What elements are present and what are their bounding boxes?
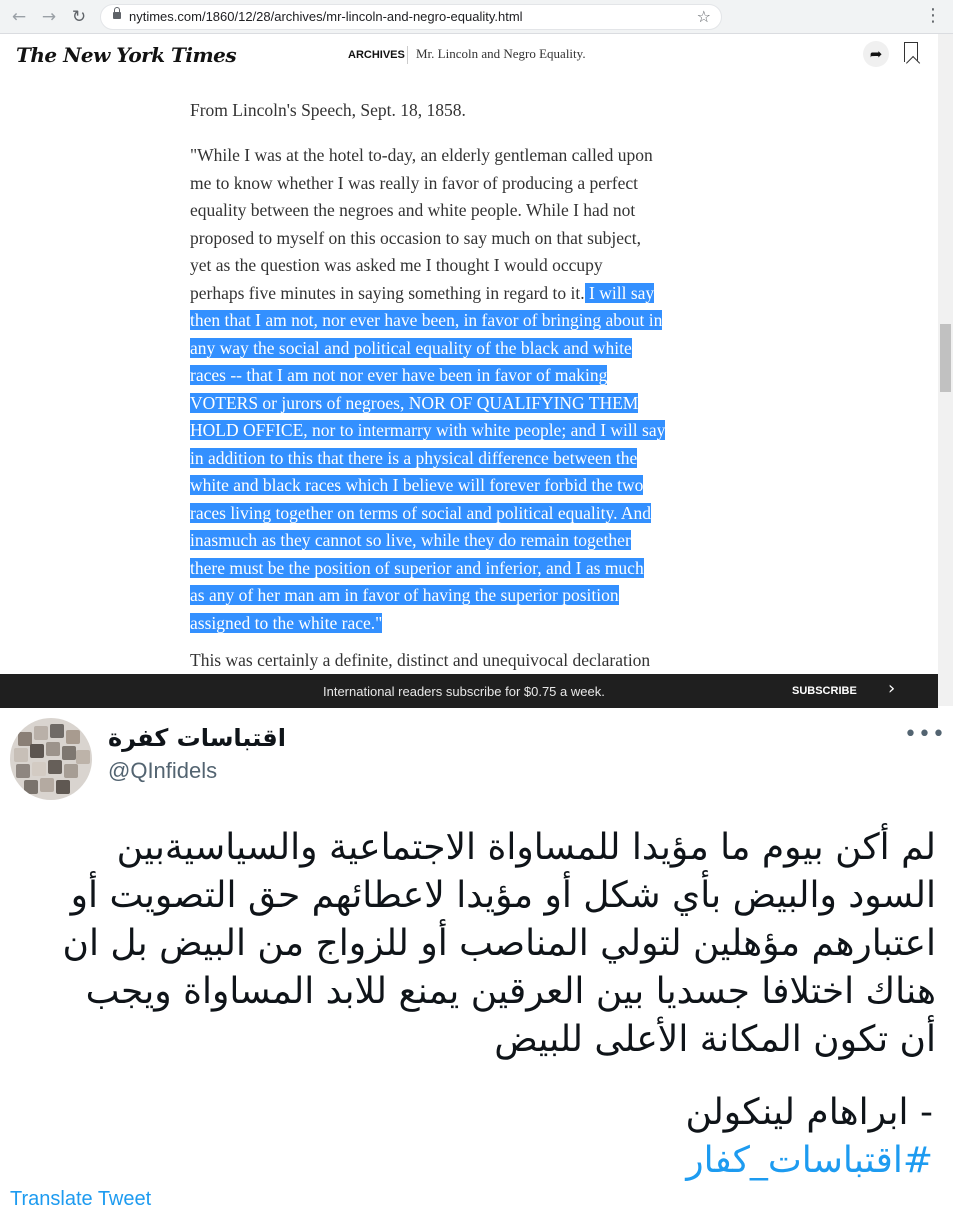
- translate-tweet-link[interactable]: Translate Tweet: [10, 1188, 152, 1210]
- quote-text: me to know whether I was really in favor of producing a perfect: [190, 172, 639, 193]
- selected-text[interactable]: assigned to the white race.": [190, 612, 383, 633]
- selected-text[interactable]: in addition to this that there is a physical difference between the: [190, 447, 638, 468]
- quote-line: [190, 225, 750, 253]
- quote-line: [190, 390, 750, 418]
- subscribe-text: International readers subscribe for $0.75 a week.: [323, 684, 605, 699]
- back-arrow-icon[interactable]: ←: [11, 7, 27, 27]
- tweet-text-line: أن تكون المكانة الأعلى للبيض: [494, 1019, 936, 1060]
- selected-text[interactable]: then that I am not, nor ever have been, in favor of bringing about in: [190, 310, 663, 330]
- selected-text[interactable]: as any of her man am in favor of having the superior position: [190, 585, 619, 605]
- scrollbar-thumb[interactable]: [940, 324, 951, 392]
- quote-line: [190, 362, 750, 390]
- quote-line: [190, 307, 750, 335]
- selected-text[interactable]: VOTERS or jurors of negroes, NOR OF QUALIFYING THEM: [190, 392, 639, 413]
- article-next-line: This was certainly a definite, distinct and unequivocal declaration: [190, 650, 651, 670]
- browser-toolbar: [0, 0, 953, 34]
- selected-text[interactable]: HOLD OFFICE, nor to intermarry with white people; and I will say: [190, 420, 666, 440]
- tweet-text-line: هناك اختلافا جسديا بين العرقين يمنع للابد المساواة ويجب: [85, 971, 936, 1012]
- nyt-logo[interactable]: The New York Times: [16, 43, 237, 67]
- quote-line: [190, 280, 750, 308]
- quote-text: proposed to myself on this occasion to say much on that subject,: [190, 227, 642, 248]
- selected-text[interactable]: white and black races which I believe will forever forbid the two: [190, 475, 644, 495]
- kebab-menu-icon[interactable]: ⋮: [924, 5, 942, 26]
- article-title: Mr. Lincoln and Negro Equality.: [416, 46, 586, 61]
- selected-text[interactable]: any way the social and political equality of the black and white: [190, 337, 632, 358]
- tweet-text: [20, 824, 936, 1064]
- tweet-text-line: لم أكن بيوم ما مؤيدا للمساواة الاجتماعية والسياسيةبين: [116, 827, 936, 868]
- quote-text: yet as the question was asked me I thought I would occupy: [190, 255, 603, 275]
- quote-text: equality between the negroes and white people. While I had not: [190, 200, 636, 220]
- quote-line: [190, 170, 750, 198]
- selected-text[interactable]: there must be the position of superior and inferior, and I as much: [190, 557, 644, 578]
- url-text[interactable]: nytimes.com/1860/12/28/archives/mr-lincoln-and-negro-equality.html: [129, 9, 523, 24]
- display-name[interactable]: اقتباسات كفرة: [108, 724, 286, 752]
- share-icon[interactable]: ➦: [863, 41, 889, 67]
- address-bar[interactable]: [100, 4, 722, 30]
- quote-paragraph: [190, 142, 750, 637]
- selected-text[interactable]: I will say: [584, 282, 655, 303]
- tweet-signature: - ابراهام لينكولن: [685, 1092, 933, 1133]
- quote-line: [190, 417, 750, 445]
- user-handle[interactable]: @QInfidels: [108, 758, 218, 783]
- quote-line: [190, 335, 750, 363]
- quote-line: [190, 472, 750, 500]
- reload-icon[interactable]: ↻: [71, 7, 87, 27]
- subscribe-button[interactable]: SUBSCRIBE: [792, 685, 857, 697]
- avatar[interactable]: [10, 718, 92, 800]
- bookmark-icon[interactable]: [904, 42, 918, 62]
- selected-text[interactable]: races -- that I am not nor ever have been in favor of making: [190, 365, 608, 385]
- quote-line: [190, 582, 750, 610]
- quote-line: [190, 445, 750, 473]
- article-body: [190, 78, 750, 674]
- quote-line: [190, 500, 750, 528]
- subscribe-bar: [0, 674, 938, 708]
- quote-line: [190, 555, 750, 583]
- quote-line: [190, 197, 750, 225]
- star-icon[interactable]: ☆: [696, 7, 711, 26]
- quote-line: [190, 142, 750, 170]
- selected-text[interactable]: races living together on terms of social and political equality. And: [190, 502, 652, 523]
- section-label[interactable]: ARCHIVES: [348, 49, 405, 61]
- quote-line: [190, 252, 750, 280]
- quote-text: perhaps five minutes in saying something in regard to it.: [190, 282, 585, 303]
- forward-arrow-icon[interactable]: →: [41, 7, 57, 27]
- nyt-header: [0, 34, 938, 78]
- hashtag-link[interactable]: #اقتباسات_كفار: [686, 1140, 933, 1181]
- chevron-right-icon[interactable]: ›: [888, 678, 896, 699]
- more-dots-icon[interactable]: •••: [904, 722, 946, 747]
- quote-line: [190, 527, 750, 555]
- tweet-text-line: اعتبارهم مؤهلين لتولي المناصب أو للزواج من البيض بل ان: [62, 923, 936, 964]
- scrollbar[interactable]: [938, 34, 953, 706]
- tweet-text-line: السود والبيض بأي شكل أو مؤيدا لاعطائهم حق التصويت أو: [70, 875, 936, 916]
- divider: [407, 46, 408, 64]
- quote-line: [190, 610, 750, 638]
- quote-text: "While I was at the hotel to-day, an elderly gentleman called upon: [190, 145, 653, 165]
- selected-text[interactable]: inasmuch as they cannot so live, while they do remain together: [190, 530, 631, 550]
- tweet-card: [0, 708, 953, 1210]
- lock-icon[interactable]: [113, 12, 121, 19]
- article-intro: From Lincoln's Speech, Sept. 18, 1858.: [190, 100, 466, 120]
